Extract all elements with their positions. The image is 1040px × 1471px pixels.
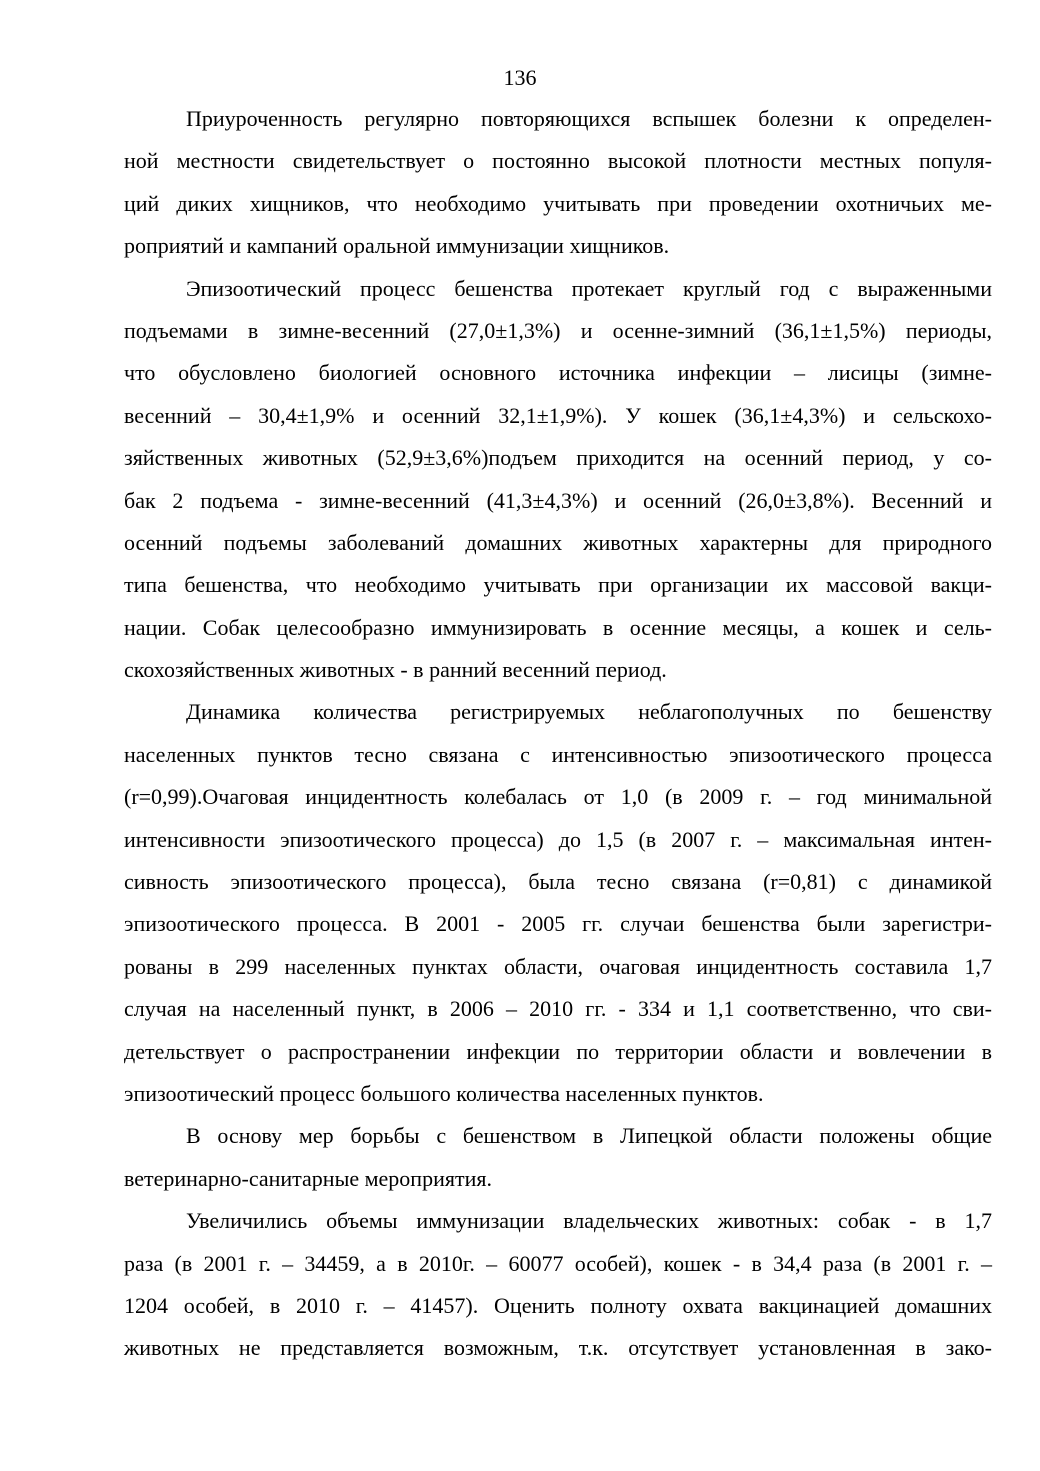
- paragraph: [124, 1115, 992, 1200]
- text-line: Эпизоотический процесс бешенства протекает круглый год с выраженными: [186, 275, 992, 301]
- text-line: зяйственных животных (52,9±3,6%)подъем приходится на осенний период, у со-: [124, 445, 992, 471]
- text-line: весенний – 30,4±1,9% и осенний 32,1±1,9%). У кошек (36,1±4,3%) и сельскохо-: [124, 402, 992, 428]
- text-line: скохозяйственных животных - в ранний весенний период.: [124, 657, 667, 683]
- text-line: роприятий и кампаний оральной иммунизации хищников.: [124, 233, 670, 259]
- paragraph: [124, 268, 992, 692]
- text-line: раза (в 2001 г. – 34459, а в 2010г. – 60077 особей), кошек - в 34,4 раза (в 2001 г. –: [124, 1250, 992, 1276]
- text-line: случая на населенный пункт, в 2006 – 2010 гг. - 334 и 1,1 соответственно, что сви-: [124, 996, 992, 1022]
- text-line: ций диких хищников, что необходимо учитывать при проведении охотничьих ме-: [124, 190, 992, 216]
- text-line: детельствует о распространении инфекции по территории области и вовлечении в: [124, 1038, 992, 1064]
- body-text: [124, 98, 992, 1370]
- text-line: сивность эпизоотического процесса), была тесно связана (r=0,81) с динамикой: [124, 869, 992, 895]
- text-line: рованы в 299 населенных пунктах области, очаговая инцидентность составила 1,7: [124, 953, 992, 979]
- text-line: населенных пунктов тесно связана с интенсивностью эпизоотического процесса: [124, 741, 992, 767]
- text-line: Увеличились объемы иммунизации владельческих животных: собак - в 1,7: [186, 1208, 992, 1234]
- text-line: эпизоотический процесс большого количества населенных пунктов.: [124, 1080, 764, 1106]
- text-line: Приуроченность регулярно повторяющихся вспышек болезни к определен-: [186, 106, 992, 131]
- paragraph: [124, 691, 992, 1115]
- text-line: нации. Собак целесообразно иммунизировать в осенние месяцы, а кошек и сель-: [124, 614, 992, 640]
- text-line: ной местности свидетельствует о постоянно высокой плотности местных популя-: [124, 148, 992, 174]
- text-line: ветеринарно-санитарные мероприятия.: [124, 1165, 492, 1191]
- text-line: интенсивности эпизоотического процесса) до 1,5 (в 2007 г. – максимальная интен-: [124, 826, 992, 852]
- paragraph: [124, 1200, 992, 1370]
- text-line: подъемами в зимне-весенний (27,0±1,3%) и осенне-зимний (36,1±1,5%) периоды,: [124, 317, 992, 343]
- text-line: бак 2 подъема - зимне-весенний (41,3±4,3%) и осенний (26,0±3,8%). Весенний и: [124, 487, 992, 513]
- text-line: Динамика количества регистрируемых неблагополучных по бешенству: [186, 699, 992, 725]
- text-line: 1204 особей, в 2010 г. – 41457). Оценить полноту охвата вакцинацией домашних: [124, 1292, 992, 1318]
- paragraph: [124, 98, 992, 268]
- text-line: что обусловлено биологией основного источника инфекции – лисицы (зимне-: [124, 360, 992, 386]
- text-line: типа бешенства, что необходимо учитывать при организации их массовой вакци-: [124, 572, 992, 598]
- page-number: 136: [503, 65, 537, 90]
- text-line: эпизоотического процесса. В 2001 - 2005 гг. случаи бешенства были зарегистри-: [124, 911, 992, 937]
- text-line: В основу мер борьбы с бешенством в Липецкой области положены общие: [186, 1123, 992, 1149]
- text-line: животных не представляется возможным, т.к. отсутствует установленная в зако-: [124, 1335, 992, 1361]
- text-line: осенний подъемы заболеваний домашних животных характерны для природного: [124, 529, 992, 555]
- text-line: (r=0,99).Очаговая инцидентность колебалась от 1,0 (в 2009 г. – год минимальной: [124, 784, 992, 810]
